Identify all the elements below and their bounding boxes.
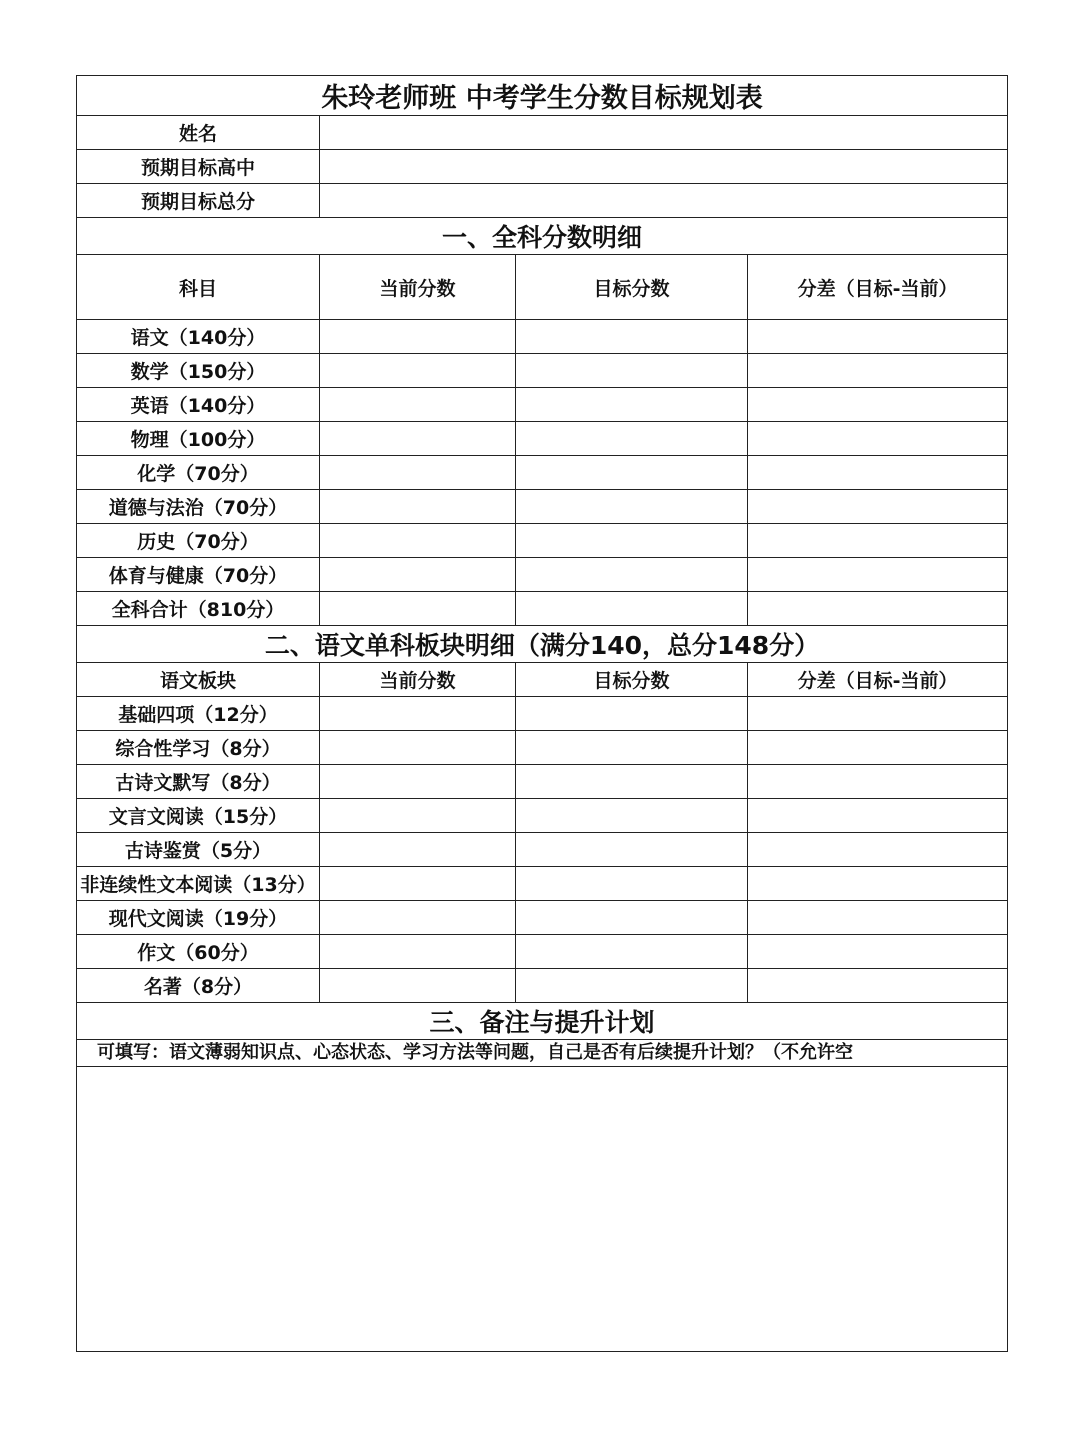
- subject-label: 语文（140分）: [77, 320, 320, 354]
- current-score-cell[interactable]: [320, 354, 516, 388]
- subject-label: 物理（100分）: [77, 422, 320, 456]
- module-label: 非连续性文本阅读（13分）: [77, 867, 320, 901]
- diff-cell[interactable]: [748, 765, 1008, 799]
- target-score-cell[interactable]: [516, 833, 748, 867]
- module-row: [77, 765, 1008, 799]
- target-score-cell[interactable]: [516, 490, 748, 524]
- diff-cell[interactable]: [748, 731, 1008, 765]
- current-score-cell[interactable]: [320, 731, 516, 765]
- diff-cell[interactable]: [748, 456, 1008, 490]
- module-label: 古诗鉴赏（5分）: [77, 833, 320, 867]
- target-score-cell[interactable]: [516, 765, 748, 799]
- subject-row: [77, 388, 1008, 422]
- target-total-field[interactable]: [320, 184, 1008, 218]
- score-table: [76, 75, 1008, 1352]
- diff-cell[interactable]: [748, 558, 1008, 592]
- diff-cell[interactable]: [748, 490, 1008, 524]
- subject-row: [77, 320, 1008, 354]
- subject-row: [77, 354, 1008, 388]
- diff-cell[interactable]: [748, 354, 1008, 388]
- diff-cell[interactable]: [748, 935, 1008, 969]
- module-row: [77, 867, 1008, 901]
- target-score-cell[interactable]: [516, 935, 748, 969]
- subject-label: 化学（70分）: [77, 456, 320, 490]
- diff-cell[interactable]: [748, 388, 1008, 422]
- module-row: [77, 935, 1008, 969]
- target-score-cell[interactable]: [516, 867, 748, 901]
- notes-input-area[interactable]: [77, 1067, 1008, 1352]
- planning-sheet: [76, 75, 1007, 1352]
- current-score-cell[interactable]: [320, 969, 516, 1003]
- subject-row: [77, 592, 1008, 626]
- current-score-cell[interactable]: [320, 422, 516, 456]
- module-row: [77, 969, 1008, 1003]
- subject-label: 数学（150分）: [77, 354, 320, 388]
- current-score-cell[interactable]: [320, 388, 516, 422]
- current-score-cell[interactable]: [320, 901, 516, 935]
- diff-cell[interactable]: [748, 969, 1008, 1003]
- diff-cell[interactable]: [748, 422, 1008, 456]
- module-label: 古诗文默写（8分）: [77, 765, 320, 799]
- target-score-cell[interactable]: [516, 456, 748, 490]
- section1-title: 一、全科分数明细: [77, 218, 1008, 255]
- module-label: 作文（60分）: [77, 935, 320, 969]
- diff-cell[interactable]: [748, 833, 1008, 867]
- sheet-title: 朱玲老师班 中考学生分数目标规划表: [77, 76, 1008, 116]
- current-score-cell[interactable]: [320, 935, 516, 969]
- target-score-cell[interactable]: [516, 697, 748, 731]
- module-row: [77, 901, 1008, 935]
- diff-cell[interactable]: [748, 592, 1008, 626]
- section1-header-target: 目标分数: [516, 255, 748, 320]
- module-row: [77, 731, 1008, 765]
- diff-cell[interactable]: [748, 799, 1008, 833]
- subject-row: [77, 524, 1008, 558]
- target-school-label: 预期目标高中: [77, 150, 320, 184]
- subject-label: 英语（140分）: [77, 388, 320, 422]
- target-score-cell[interactable]: [516, 388, 748, 422]
- module-label: 名著（8分）: [77, 969, 320, 1003]
- target-score-cell[interactable]: [516, 320, 748, 354]
- target-total-label: 预期目标总分: [77, 184, 320, 218]
- diff-cell[interactable]: [748, 320, 1008, 354]
- diff-cell[interactable]: [748, 867, 1008, 901]
- current-score-cell[interactable]: [320, 524, 516, 558]
- subject-row: [77, 490, 1008, 524]
- target-score-cell[interactable]: [516, 354, 748, 388]
- current-score-cell[interactable]: [320, 592, 516, 626]
- current-score-cell[interactable]: [320, 833, 516, 867]
- target-score-cell[interactable]: [516, 558, 748, 592]
- section1-header-subject: 科目: [77, 255, 320, 320]
- subject-row: [77, 558, 1008, 592]
- section1-header-current: 当前分数: [320, 255, 516, 320]
- section3-title: 三、备注与提升计划: [77, 1003, 1008, 1040]
- current-score-cell[interactable]: [320, 867, 516, 901]
- target-score-cell[interactable]: [516, 901, 748, 935]
- name-field[interactable]: [320, 116, 1008, 150]
- subject-label: 道德与法治（70分）: [77, 490, 320, 524]
- current-score-cell[interactable]: [320, 799, 516, 833]
- target-score-cell[interactable]: [516, 969, 748, 1003]
- module-row: [77, 833, 1008, 867]
- section2-header-current: 当前分数: [320, 663, 516, 697]
- current-score-cell[interactable]: [320, 558, 516, 592]
- section2-header-module: 语文板块: [77, 663, 320, 697]
- target-score-cell[interactable]: [516, 422, 748, 456]
- module-label: 现代文阅读（19分）: [77, 901, 320, 935]
- diff-cell[interactable]: [748, 901, 1008, 935]
- diff-cell[interactable]: [748, 524, 1008, 558]
- module-row: [77, 799, 1008, 833]
- section2-header-diff: 分差（目标-当前）: [748, 663, 1008, 697]
- section1-header-diff: 分差（目标-当前）: [748, 255, 1008, 320]
- target-score-cell[interactable]: [516, 731, 748, 765]
- subject-label: 体育与健康（70分）: [77, 558, 320, 592]
- subject-label: 全科合计（810分）: [77, 592, 320, 626]
- name-label: 姓名: [77, 116, 320, 150]
- current-score-cell[interactable]: [320, 697, 516, 731]
- diff-cell[interactable]: [748, 697, 1008, 731]
- module-row: [77, 697, 1008, 731]
- notes-instruction: 可填写：语文薄弱知识点、心态状态、学习方法等问题，自己是否有后续提升计划？（不允许空: [77, 1040, 1008, 1067]
- section2-header-target: 目标分数: [516, 663, 748, 697]
- module-label: 文言文阅读（15分）: [77, 799, 320, 833]
- current-score-cell[interactable]: [320, 765, 516, 799]
- target-score-cell[interactable]: [516, 524, 748, 558]
- subject-label: 历史（70分）: [77, 524, 320, 558]
- current-score-cell[interactable]: [320, 490, 516, 524]
- section2-title: 二、语文单科板块明细（满分140，总分148分）: [77, 626, 1008, 663]
- module-label: 基础四项（12分）: [77, 697, 320, 731]
- module-label: 综合性学习（8分）: [77, 731, 320, 765]
- current-score-cell[interactable]: [320, 456, 516, 490]
- target-school-field[interactable]: [320, 150, 1008, 184]
- current-score-cell[interactable]: [320, 320, 516, 354]
- target-score-cell[interactable]: [516, 592, 748, 626]
- subject-row: [77, 456, 1008, 490]
- target-score-cell[interactable]: [516, 799, 748, 833]
- subject-row: [77, 422, 1008, 456]
